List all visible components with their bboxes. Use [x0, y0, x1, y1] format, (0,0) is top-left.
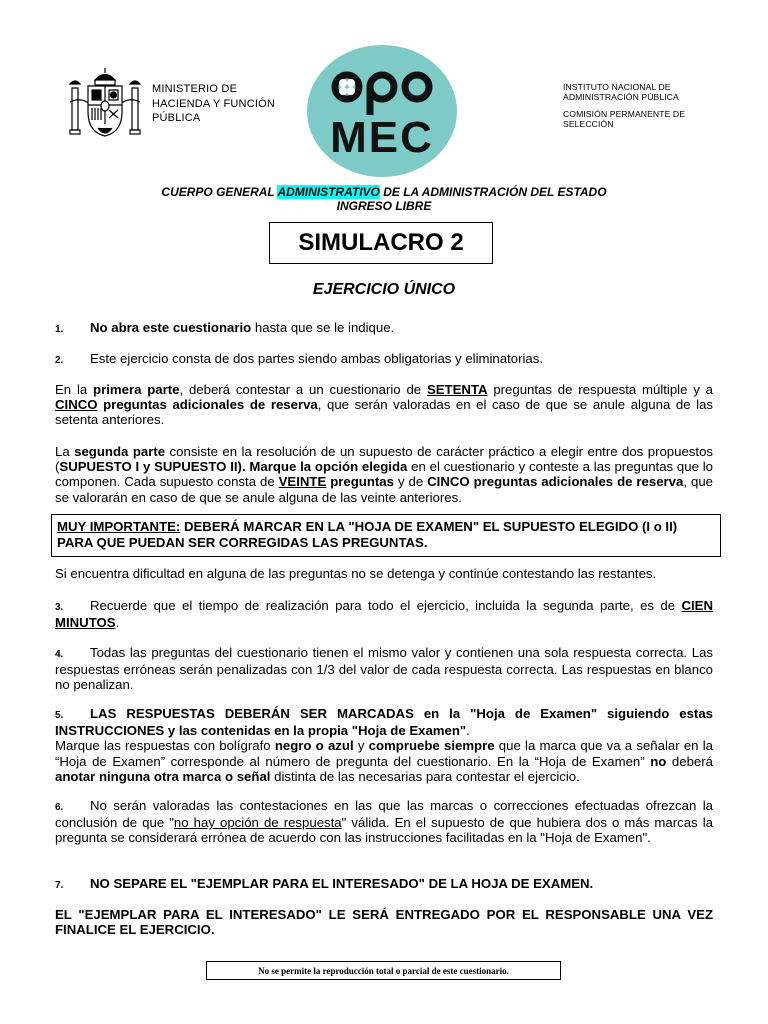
important-label: MUY IMPORTANTE:: [57, 519, 181, 534]
important-notice-box: MUY IMPORTANTE: DEBERÁ MARCAR EN LA "HOJA DE EXAMEN" EL SUPUESTO ELEGIDO (I o II) PARA QUE PUEDAN SER CORREGIDAS LAS PREGUNTAS.: [51, 514, 721, 557]
ministry-line: MINISTERIO DE: [152, 83, 238, 95]
cuerpo-heading: CUERPO GENERAL ADMINISTRATIVO DE LA ADMINISTRACIÓN DEL ESTADO INGRESO LIBRE: [0, 185, 768, 213]
instruction-3: 3. Recuerde que el tiempo de realización para todo el ejercicio, incluida la segunda parte, es de CIEN MINUTOS.: [55, 598, 713, 631]
ministry-name: [152, 82, 275, 126]
instruction-4: 4. Todas las preguntas del cuestionario tienen el mismo valor y contienen una sola respuesta correcta. Las respuestas erróneas serán penalizadas con 1/3 del valor de cada respuesta correcta. Las respuestas en blanco no penalizan.: [55, 645, 713, 693]
instruction-1: 1. No abra este cuestionario hasta que se le indique.: [55, 320, 395, 335]
copyright-footer: No se permite la reproducción total o parcial de este cuestionario.: [206, 961, 561, 980]
coat-of-arms-icon: [68, 66, 142, 140]
instruction-5: 5. LAS RESPUESTAS DEBERÁN SER MARCADAS en la "Hoja de Examen" siguiendo estas INSTRUCCIONES y las contenidas en la propia "Hoja de Examen". Marque las respuestas con bolígrafo negro o azul y compruebe siempre que la marca que va a señalar en la “Hoja de Examen” corresponde al número de pregunta del cuestionario. En la “Hoja de Examen” no deberá anotar ninguna otra marca o señal distinta de las necesarias para contestar el ejercicio.: [55, 706, 714, 784]
primera-parte-paragraph: En la primera parte, deberá contestar a un cuestionario de SETENTA preguntas de respuesta múltiple y a CINCO preguntas adicionales de reserva, que serán valoradas en el caso de que se anule alguna de las setenta anteriores.: [55, 382, 714, 428]
institute-line: ADMINISTRACIÓN PÚBLICA: [563, 92, 679, 103]
institute-line: INSTITUTO NACIONAL DE: [563, 82, 671, 92]
ministry-line: PÚBLICA: [152, 112, 201, 124]
simulacro-title: SIMULACRO 2: [269, 222, 493, 264]
instruction-2: 2. Este ejercicio consta de dos partes siendo ambas obligatorias y eliminatorias.: [55, 351, 544, 366]
ministry-line: HACIENDA Y FUNCIÓN: [152, 97, 275, 110]
commission-line: SELECCIÓN: [563, 118, 614, 129]
segunda-parte-paragraph: La segunda parte consiste en la resolución de un supuesto de carácter práctico a elegir entre dos propuestos (SUPUESTO I y SUPUESTO II). Marque la opción elegida en el cuestionario y conteste a las preguntas que lo componen. Cada supuesto consta de VEINTE preguntas y de CINCO preguntas adicionales de reserva, que se valorarán en caso de que se anule alguna de las veinte anteriores.: [55, 444, 713, 505]
ingreso-libre: INGRESO LIBRE: [336, 199, 432, 213]
opomec-logo: [306, 45, 458, 177]
logo-text-mec: MEC: [330, 113, 434, 162]
difficulty-paragraph: Si encuentra dificultad en alguna de las preguntas no se detenga y continúe contestando las restantes.: [55, 566, 657, 581]
instruction-6: 6. No serán valoradas las contestaciones en las que las marcas o correcciones efectuadas ofrezcan la conclusión de que "no hay opción de respuesta" válida. En el supuesto de que hubiera dos o más marcas la pregunta se considerará errónea de acuerdo con las instrucciones facilitadas en la "Hoja de Examen".: [55, 798, 713, 846]
commission-line: COMISIÓN PERMANENTE DE: [563, 108, 686, 119]
ejercicio-subtitle: EJERCICIO ÚNICO: [312, 281, 456, 298]
instruction-7: 7. NO SEPARE EL "EJEMPLAR PARA EL INTERESADO" DE LA HOJA DE EXAMEN.: [55, 876, 594, 891]
ejemplar-paragraph: EL "EJEMPLAR PARA EL INTERESADO" LE SERÁ ENTREGADO POR EL RESPONSABLE UNA VEZ FINALICE EL EJERCICIO.: [55, 907, 713, 938]
institute-name: [563, 82, 685, 129]
highlighted-word: ADMINISTRATIVO: [277, 185, 380, 199]
